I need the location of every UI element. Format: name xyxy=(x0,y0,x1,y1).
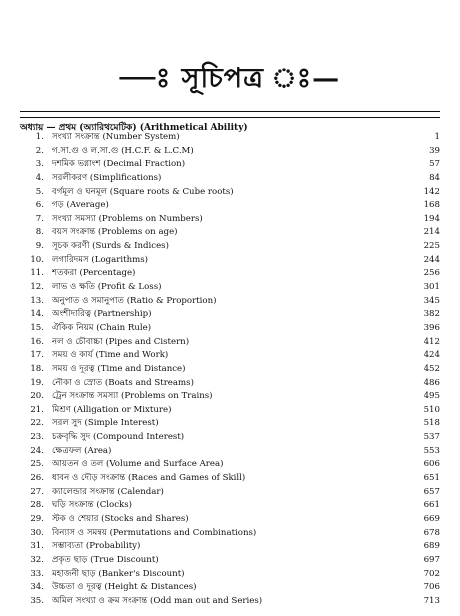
toc-title: ক্যালেন্ডার সংক্রান্ত (Calendar) xyxy=(52,486,164,497)
toc-row xyxy=(20,254,440,268)
toc-row xyxy=(20,431,440,445)
toc-page-number: 537 xyxy=(423,432,440,443)
toc-title: সরলীকরণ (Simplifications) xyxy=(52,172,162,183)
toc-row xyxy=(20,445,440,459)
toc-title: সংখ্যা সমস্যা (Problems on Numbers) xyxy=(52,213,203,224)
toc-number: 14. xyxy=(30,309,44,320)
toc-page-number: 661 xyxy=(423,500,440,511)
toc-number: 11. xyxy=(30,268,44,279)
toc-row xyxy=(20,226,440,240)
toc-row xyxy=(20,417,440,431)
toc-number: 13. xyxy=(30,295,44,306)
toc-row xyxy=(20,322,440,336)
toc-title: বিন্যাস ও সমন্বয় (Permutations and Combinations) xyxy=(52,527,257,538)
toc-number: 23. xyxy=(30,432,44,443)
toc-number: 18. xyxy=(30,363,44,374)
toc-title: শতকরা (Percentage) xyxy=(52,268,136,279)
toc-title: লাভ ও ক্ষতি (Profit & Loss) xyxy=(52,282,162,293)
toc-row xyxy=(20,172,440,186)
toc-row xyxy=(20,486,440,500)
toc-page-number: 168 xyxy=(423,200,440,211)
toc-title: সময় ও কার্য (Time and Work) xyxy=(52,350,169,361)
toc-list xyxy=(20,131,440,608)
page-title: —ঃ সূচিপত্র ঃ— xyxy=(119,63,341,94)
toc-title: নল ও চৌবাচ্চা (Pipes and Cistern) xyxy=(52,336,190,347)
toc-page-number: 606 xyxy=(423,459,440,470)
toc-number: 16. xyxy=(30,336,44,347)
toc-row xyxy=(20,336,440,350)
toc-title: ধাবন ও দৌড় সংক্রান্ত (Races and Games of Skill) xyxy=(52,473,246,484)
toc-page-number: 345 xyxy=(423,295,440,306)
toc-row xyxy=(20,472,440,486)
toc-number: 26. xyxy=(30,473,44,484)
toc-page-number: 518 xyxy=(423,418,440,429)
toc-page-number: 553 xyxy=(423,445,440,456)
toc-number: 33. xyxy=(30,568,44,579)
toc-number: 8. xyxy=(35,227,44,238)
toc-number: 7. xyxy=(35,213,44,224)
toc-title: ট্রেন সংক্রান্ত সমস্যা (Problems on Trains) xyxy=(52,391,213,402)
toc-row xyxy=(20,513,440,527)
toc-title: উচ্চতা ও দূরত্ব (Height & Distances) xyxy=(52,582,197,593)
toc-row xyxy=(20,527,440,541)
toc-title: সময় ও দূরত্ব (Time and Distance) xyxy=(52,363,186,374)
toc-number: 28. xyxy=(30,500,44,511)
toc-page-number: 84 xyxy=(429,172,440,183)
toc-number: 25. xyxy=(30,459,44,470)
divider-bottom xyxy=(20,117,440,118)
toc-page-number: 424 xyxy=(423,350,440,361)
toc-page-number: 702 xyxy=(423,568,440,579)
toc-title: গ.সা.গু ও ল.সা.গু (H.C.F. & L.C.M) xyxy=(52,145,194,156)
toc-row xyxy=(20,499,440,513)
toc-row xyxy=(20,267,440,281)
toc-row xyxy=(20,158,440,172)
toc-row xyxy=(20,186,440,200)
toc-page-number: 697 xyxy=(423,554,440,565)
toc-row xyxy=(20,554,440,568)
toc-title: চক্রবৃদ্ধি সুদ (Compound Interest) xyxy=(52,432,185,443)
toc-number: 12. xyxy=(30,282,44,293)
toc-number: 34. xyxy=(30,582,44,593)
toc-row xyxy=(20,199,440,213)
toc-page-number: 382 xyxy=(423,309,440,320)
toc-page-number: 678 xyxy=(423,527,440,538)
toc-number: 3. xyxy=(35,159,44,170)
toc-page-number: 244 xyxy=(423,254,440,265)
toc-title: অনুপাত ও সমানুপাত (Ratio & Proportion) xyxy=(52,295,217,306)
toc-row xyxy=(20,240,440,254)
toc-page-number: 57 xyxy=(429,159,440,170)
toc-number: 24. xyxy=(30,445,44,456)
toc-title: বর্গমূল ও ঘনমূল (Square roots & Cube roots) xyxy=(52,186,234,197)
toc-page-number: 510 xyxy=(423,404,440,415)
toc-page-number: 214 xyxy=(423,227,440,238)
toc-page-number: 495 xyxy=(423,391,440,402)
toc-page-number: 396 xyxy=(423,322,440,333)
toc-title: অমিল সংখ্যা ও ক্রম সংক্রান্ত (Odd man out and Series) xyxy=(52,595,263,606)
toc-page-number: 706 xyxy=(423,582,440,593)
toc-row xyxy=(20,349,440,363)
toc-row xyxy=(20,145,440,159)
toc-row xyxy=(20,581,440,595)
toc-page-number: 657 xyxy=(423,486,440,497)
toc-number: 9. xyxy=(35,241,44,252)
toc-page-number: 256 xyxy=(423,268,440,279)
toc-row xyxy=(20,595,440,609)
toc-number: 29. xyxy=(30,513,44,524)
toc-number: 30. xyxy=(30,527,44,538)
toc-page-number: 301 xyxy=(423,282,440,293)
toc-page-number: 689 xyxy=(423,541,440,552)
toc-page-number: 142 xyxy=(423,186,440,197)
toc-title: অংশীদারিত্ব (Partnership) xyxy=(52,309,152,320)
toc-row xyxy=(20,295,440,309)
toc-number: 15. xyxy=(30,322,44,333)
toc-row xyxy=(20,377,440,391)
toc-number: 31. xyxy=(30,541,44,552)
toc-row xyxy=(20,390,440,404)
toc-title: মহাজনী ছাড় (Banker's Discount) xyxy=(52,568,185,579)
toc-number: 4. xyxy=(35,172,44,183)
toc-page-number: 713 xyxy=(423,595,440,606)
toc-title: বয়স সংক্রান্ত (Problems on age) xyxy=(52,227,178,238)
toc-title: ঐকিক নিয়ম (Chain Rule) xyxy=(52,322,152,333)
toc-number: 2. xyxy=(35,145,44,156)
toc-row xyxy=(20,131,440,145)
toc-title: গড় (Average) xyxy=(52,200,109,211)
toc-title: লগারিদমস (Logarithms) xyxy=(52,254,149,265)
toc-page-number: 486 xyxy=(423,377,440,388)
toc-title: আয়তন ও তল (Volume and Surface Area) xyxy=(52,459,224,470)
toc-number: 27. xyxy=(30,486,44,497)
toc-row xyxy=(20,213,440,227)
toc-row xyxy=(20,458,440,472)
toc-page-number: 412 xyxy=(423,336,440,347)
toc-title: স্টক ও শেয়ার (Stocks and Shares) xyxy=(52,513,189,524)
toc-number: 19. xyxy=(30,377,44,388)
toc-title: ক্ষেত্রফল (Area) xyxy=(52,445,112,456)
toc-page-number: 225 xyxy=(423,241,440,252)
toc-number: 21. xyxy=(30,404,44,415)
toc-number: 20. xyxy=(30,391,44,402)
toc-page-number: 1 xyxy=(434,132,440,142)
toc-title: সূচক করণী (Surds & Indices) xyxy=(52,241,169,252)
toc-row xyxy=(20,308,440,322)
toc-title: নৌকা ও স্রোত (Boats and Streams) xyxy=(52,377,194,388)
toc-page-number: 194 xyxy=(423,213,440,224)
toc-number: 32. xyxy=(30,554,44,565)
toc-number: 6. xyxy=(35,200,44,211)
toc-number: 35. xyxy=(30,595,44,606)
toc-number: 1. xyxy=(35,132,44,142)
toc-number: 22. xyxy=(30,418,44,429)
toc-page-number: 452 xyxy=(423,363,440,374)
toc-number: 10. xyxy=(30,254,44,265)
toc-row xyxy=(20,540,440,554)
toc-title: দশমিক ভগ্নাংশ (Decimal Fraction) xyxy=(52,159,186,170)
divider-top xyxy=(20,111,440,112)
section-heading: অধ্যায় — প্রথম (অ্যারিথমেটিক) (Arithmetical Ability) xyxy=(20,123,248,133)
toc-title: প্রকৃত ছাড় (True Discount) xyxy=(52,554,159,565)
toc-number: 17. xyxy=(30,350,44,361)
toc-row xyxy=(20,404,440,418)
toc-title: ঘড়ি সংক্রান্ত (Clocks) xyxy=(52,500,132,511)
toc-number: 5. xyxy=(35,186,44,197)
toc-row xyxy=(20,281,440,295)
toc-row xyxy=(20,568,440,582)
toc-title: সংখ্যা সংক্রান্ত (Number System) xyxy=(52,132,180,142)
toc-page-number: 39 xyxy=(429,145,440,156)
toc-row xyxy=(20,363,440,377)
toc-title: মিশ্রণ (Alligation or Mixture) xyxy=(52,404,172,415)
toc-page-number: 669 xyxy=(423,513,440,524)
toc-title: সম্ভাব্যতা (Probability) xyxy=(52,541,141,552)
toc-page-number: 651 xyxy=(423,473,440,484)
toc-title: সরল সুদ (Simple Interest) xyxy=(52,418,159,429)
